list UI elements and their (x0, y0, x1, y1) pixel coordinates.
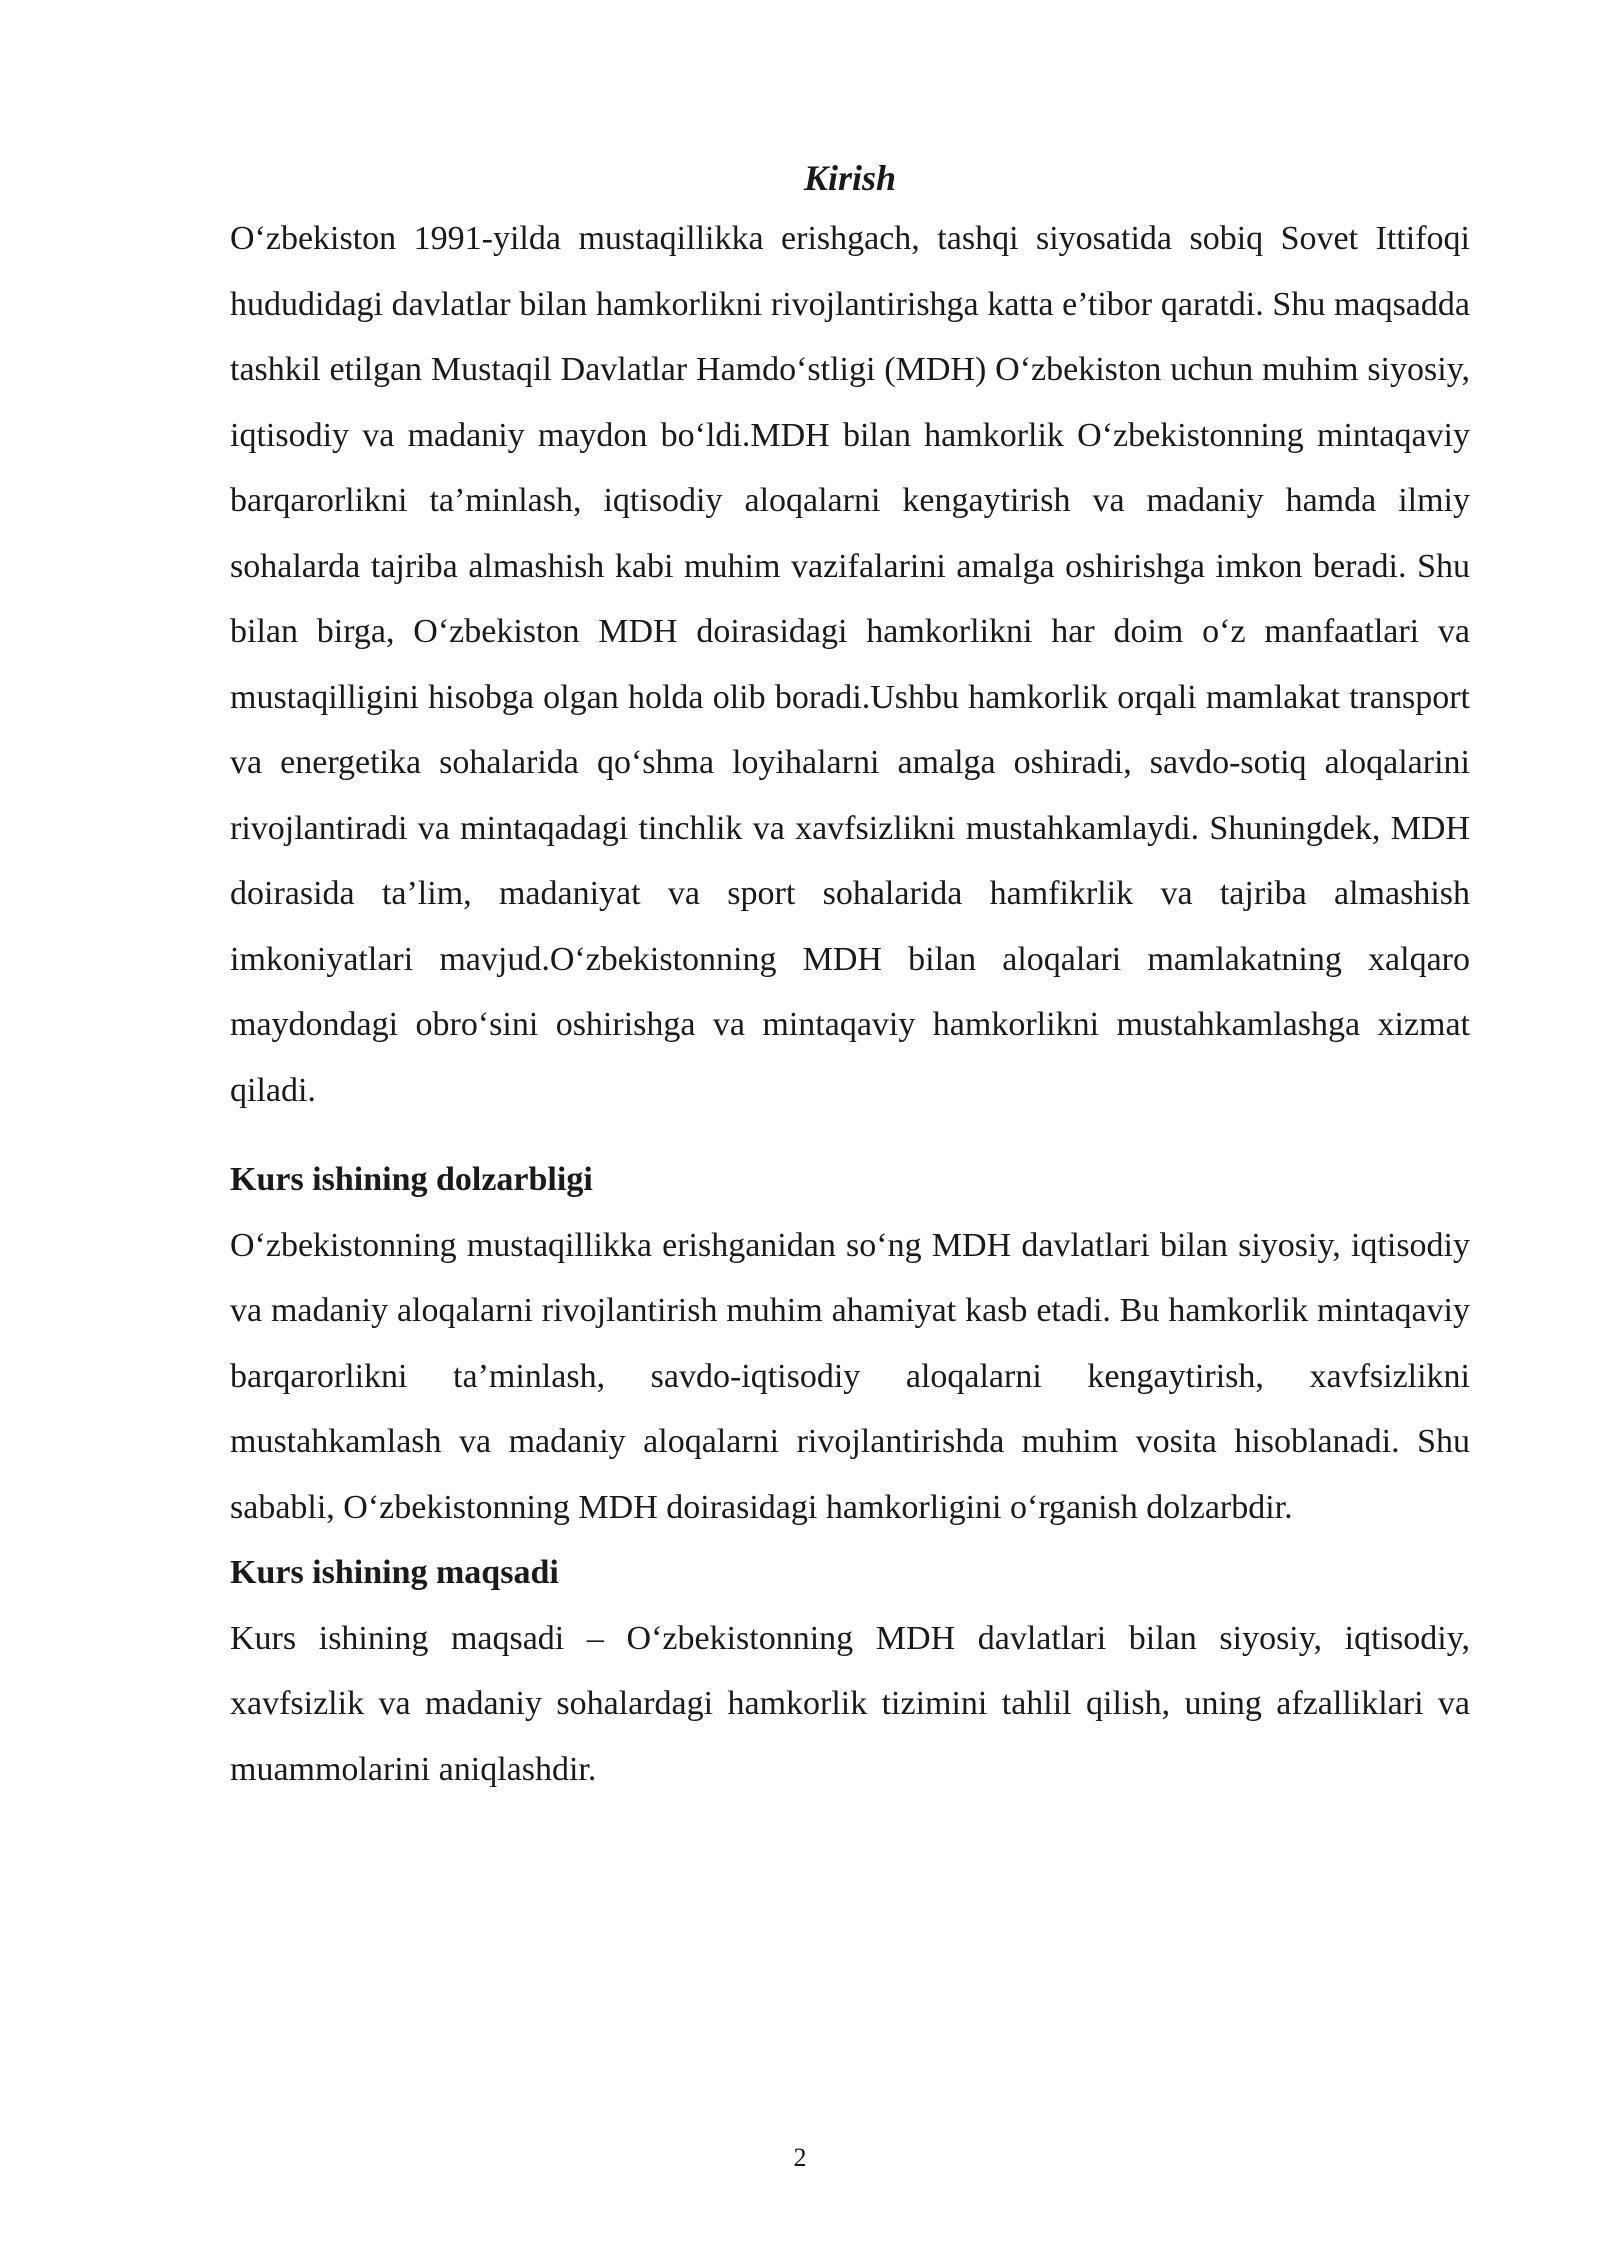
relevance-paragraph: O‘zbekistonning mustaqillikka erishganidan so‘ng MDH davlatlari bilan siyosiy, iqtisodiy va madaniy aloqalarni rivojlantirish muhim ahamiyat kasb etadi. Bu hamkorlik mintaqaviy barqarorlikni ta’minlash, savdo-iqtisodiy aloqalarni kengaytirish, xavfsizlikni mustahkamlash va madaniy aloqalarni rivojlantirishda muhim vosita hisoblanadi. Shu sababli, O‘zbekistonning MDH doirasidagi hamkorligini o‘rganish dolzarbdir. (230, 1226, 1470, 1526)
section-spacer (230, 1123, 1470, 1147)
page-title: Kirish (803, 158, 897, 198)
page-content (230, 150, 1470, 1802)
goal-paragraph: Kurs ishining maqsadi – O‘zbekistonning MDH davlatlari bilan siyosiy, iqtisodiy, xavfsizlik va madaniy sohalardagi hamkorlik tizimini tahlil qilish, uning afzalliklari va muammolarini aniqlashdir. (230, 1619, 1470, 1788)
goal-heading: Kurs ishining maqsadi (230, 1554, 559, 1591)
intro-paragraph: O‘zbekiston 1991-yilda mustaqillikka erishgach, tashqi siyosatida sobiq Sovet Ittifoqi hududidagi davlatlar bilan hamkorlikni rivojlantirishga katta e’tibor qaratdi. Shu maqsadda tashkil etilgan Mustaqil Davlatlar Hamdo‘stligi (MDH) O‘zbekiston uchun muhim siyosiy, iqtisodiy va madaniy maydon bo‘ldi.MDH bilan hamkorlik O‘zbekistonning mintaqaviy barqarorlikni ta’minlash, iqtisodiy aloqalarni kengaytirish va madaniy hamda ilmiy sohalarda tajriba almashish kabi muhim vazifalarini amalga oshirishga imkon beradi. Shu bilan birga, O‘zbekiston MDH doirasidagi hamkorlikni har doim o‘z manfaatlari va mustaqilligini hisobga olgan holda olib boradi.Ushbu hamkorlik orqali mamlakat transport va energetika sohalarida qo‘shma loyihalarni amalga oshiradi, savdo-sotiq aloqalarini rivojlantiradi va mintaqadagi tinchlik va xavfsizlikni mustahkamlaydi. Shuningdek, MDH doirasida ta’lim, madaniyat va sport sohalarida hamfikrlik va tajriba almashish imkoniyatlari mavjud.O‘zbekistonning MDH bilan aloqalari mamlakatning xalqaro maydondagi obro‘sini oshirishga va mintaqaviy hamkorlikni mustahkamlashga xizmat qiladi. (230, 220, 1470, 1109)
relevance-heading: Kurs ishining dolzarbligi (230, 1161, 593, 1198)
page-number: 2 (793, 2143, 807, 2172)
